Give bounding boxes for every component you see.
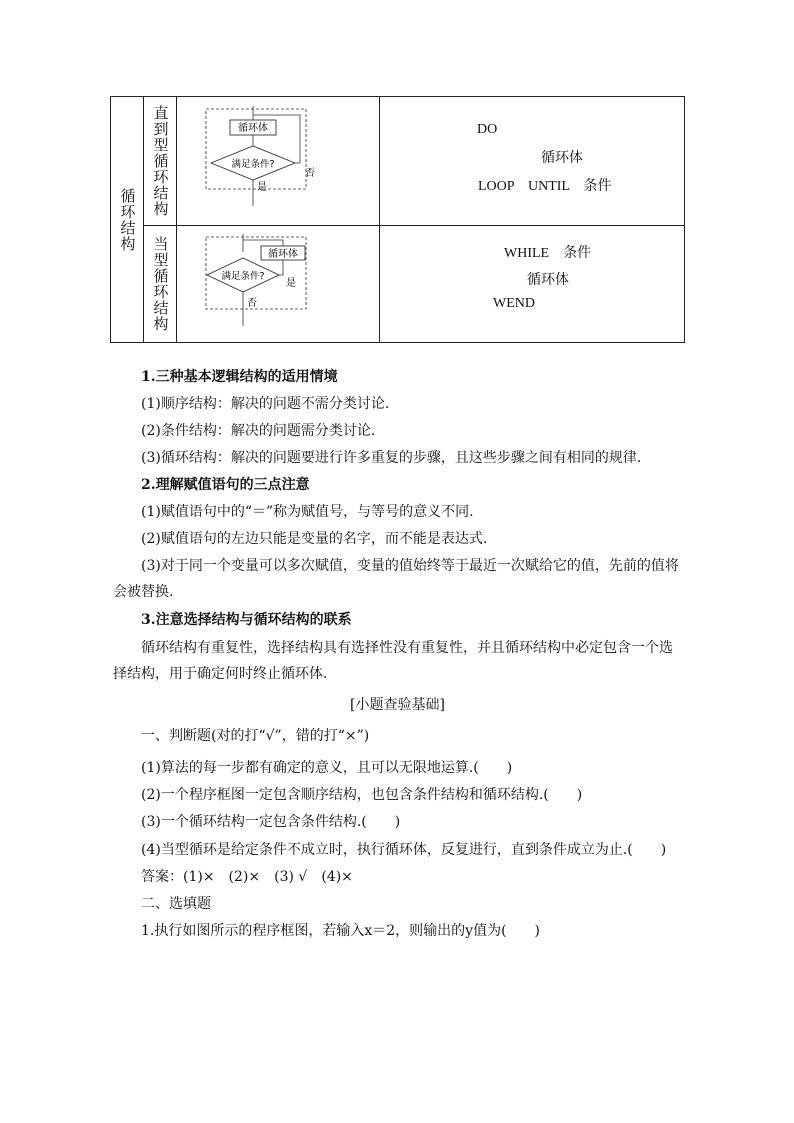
note-heading-1: 1.三种基本逻辑结构的适用情境: [141, 369, 338, 385]
choice-question-1: 1.执行如图所示的程序框图，若输入x＝2，则输出的y值为( ): [141, 923, 540, 939]
while-loop-figure-cell: [177, 226, 380, 343]
judge-question-4: (4)当型循环是给定条件不成立时，执行循环体，反复进行，直到条件成立为止.( ): [141, 842, 667, 858]
until-code-line-2: 循环体: [541, 151, 583, 166]
while-cond-label: 满足条件?: [221, 271, 265, 282]
while-no-label: 否: [247, 298, 257, 309]
while-body-label: 循环体: [268, 249, 298, 260]
while-loop-flowchart: [203, 234, 353, 334]
quiz-title: [小题查验基础]: [350, 697, 445, 713]
judge-answer: 答案：(1)× (2)× (3) √ (4)×: [141, 869, 353, 885]
note-line-6: (3)对于同一个变量可以多次赋值，变量的值始终等于最近一次赋给它的值，先前的值将会被替换.: [113, 558, 679, 600]
until-cond-label: 满足条件?: [231, 159, 275, 170]
until-loop-flowchart: [203, 106, 353, 216]
until-no-label: 否: [305, 168, 315, 179]
while-code-line-2: 循环体: [527, 273, 569, 288]
until-loop-code-cell: [380, 97, 685, 226]
until-loop-name: 直到型循环结构: [151, 105, 170, 217]
choice-heading: 二、选填题: [141, 896, 211, 912]
until-code-line-1: DO: [477, 122, 498, 137]
note-line-5: (2)赋值语句的左边只能是变量的名字，而不能是表达式.: [141, 531, 488, 547]
until-yes-label: 是: [257, 182, 267, 193]
while-code-line-3: WEND: [493, 296, 535, 311]
note-line-3: (3)循环结构：解决的问题要进行许多重复的步骤，且这些步骤之间有相同的规律.: [141, 450, 642, 466]
while-loop-name-cell: [144, 226, 177, 343]
note-line-4: (1)赋值语句中的“＝”称为赋值号，与等号的意义不同.: [141, 504, 474, 520]
until-code-line-3: LOOP UNTIL 条件: [478, 179, 612, 194]
until-loop-name-cell: [144, 97, 177, 226]
note-line-1: (1)顺序结构：解决的问题不需分类讨论.: [141, 396, 390, 412]
judge-question-3: (3)一个循环结构一定包含条件结构.( ): [141, 814, 401, 830]
note-heading-2: 2.理解赋值语句的三点注意: [141, 477, 310, 493]
loop-structure-table: [110, 96, 685, 343]
until-loop-figure-cell: [177, 97, 380, 226]
judge-question-1: (1)算法的每一步都有确定的意义，且可以无限地运算.( ): [141, 760, 513, 776]
while-code-line-1: WHILE 条件: [504, 246, 592, 261]
judge-heading: 一、判断题(对的打“√”，错的打“×”): [141, 728, 370, 744]
note-line-7: 循环结构有重复性，选择结构具有选择性没有重复性，并且循环结构中必定包含一个选择结构，用于确定何时终止循环体.: [113, 640, 673, 682]
note-heading-3: 3.注意选择结构与循环结构的联系: [141, 612, 352, 628]
note-line-2: (2)条件结构：解决的问题需分类讨论.: [141, 423, 376, 439]
while-loop-code-cell: [380, 226, 685, 343]
judge-question-2: (2)一个程序框图一定包含顺序结构，也包含条件结构和循环结构.( ): [141, 787, 583, 803]
while-yes-label: 是: [286, 278, 296, 289]
category-label: 循环结构: [118, 187, 137, 252]
until-body-label: 循环体: [238, 123, 268, 134]
while-loop-name: 当型循环结构: [151, 236, 170, 332]
category-cell: [111, 97, 144, 343]
